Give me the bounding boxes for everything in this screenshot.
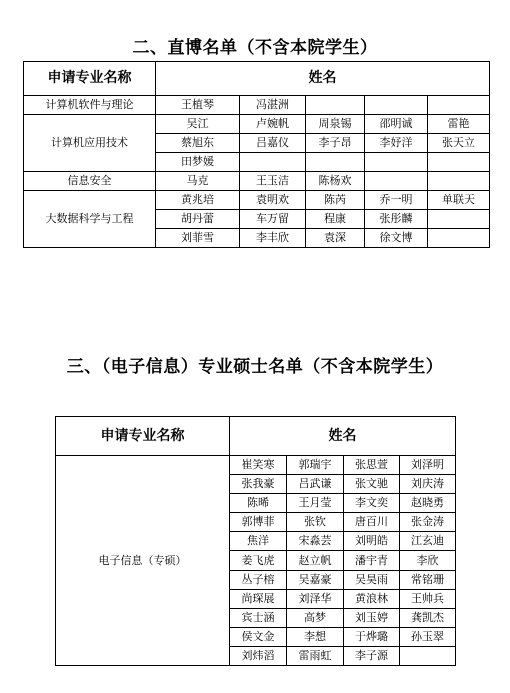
name-cell bbox=[365, 172, 428, 191]
name-cell: 袁深 bbox=[306, 229, 365, 248]
name-cell: 江玄迪 bbox=[400, 532, 456, 551]
major-column-header: 申请专业名称 bbox=[56, 417, 230, 456]
name-cell: 孙玉翠 bbox=[400, 627, 456, 646]
name-cell: 陈芮 bbox=[306, 191, 365, 210]
name-cell: 王月莹 bbox=[287, 494, 344, 513]
major-cell: 计算机软件与理论 bbox=[24, 96, 156, 115]
name-cell: 李文奕 bbox=[344, 494, 400, 513]
name-cell bbox=[365, 153, 428, 172]
name-cell: 马克 bbox=[156, 172, 240, 191]
name-cell: 袁明欢 bbox=[240, 191, 306, 210]
name-cell: 唐百川 bbox=[344, 513, 400, 532]
name-cell: 张我豪 bbox=[230, 475, 287, 494]
name-cell: 陈杨欢 bbox=[306, 172, 365, 191]
name-cell: 王帅兵 bbox=[400, 589, 456, 608]
name-cell: 王玉洁 bbox=[240, 172, 306, 191]
name-cell bbox=[428, 153, 490, 172]
name-cell: 李子源 bbox=[344, 646, 400, 665]
name-cell bbox=[428, 229, 490, 248]
name-cell: 程康 bbox=[306, 210, 365, 229]
name-cell bbox=[428, 172, 490, 191]
name-cell: 常铭珊 bbox=[400, 570, 456, 589]
name-cell: 田梦媛 bbox=[156, 153, 240, 172]
name-cell: 蔡旭东 bbox=[156, 134, 240, 153]
name-cell: 卢婉帆 bbox=[240, 115, 306, 134]
table-row bbox=[24, 96, 490, 115]
name-cell: 单联天 bbox=[428, 191, 490, 210]
name-cell: 张金涛 bbox=[400, 513, 456, 532]
name-cell: 李妤洋 bbox=[365, 134, 428, 153]
name-cell: 龚凯杰 bbox=[400, 608, 456, 627]
name-cell bbox=[400, 646, 456, 665]
table-row bbox=[24, 115, 490, 134]
name-cell bbox=[306, 96, 365, 115]
section1-heading: 二、直博名单（不含本院学生） bbox=[132, 38, 378, 58]
major-cell: 电子信息（专硕） bbox=[56, 456, 230, 666]
names-column-header: 姓名 bbox=[156, 62, 490, 96]
name-cell: 吴嘉豪 bbox=[287, 570, 344, 589]
name-cell: 刘明皓 bbox=[344, 532, 400, 551]
name-cell: 焦洋 bbox=[230, 532, 287, 551]
direct-phd-table bbox=[23, 61, 490, 248]
name-cell: 郭瑞宇 bbox=[287, 456, 344, 475]
name-cell: 李想 bbox=[287, 627, 344, 646]
name-cell: 赵立帆 bbox=[287, 551, 344, 570]
name-cell: 丛子榕 bbox=[230, 570, 287, 589]
name-cell: 吕武谦 bbox=[287, 475, 344, 494]
name-cell: 吕嘉仪 bbox=[240, 134, 306, 153]
table-header-row bbox=[24, 62, 490, 96]
name-cell: 于烨璐 bbox=[344, 627, 400, 646]
name-cell: 李子昂 bbox=[306, 134, 365, 153]
name-cell bbox=[240, 153, 306, 172]
name-cell: 崔笑寒 bbox=[230, 456, 287, 475]
name-cell: 车万留 bbox=[240, 210, 306, 229]
master-electronic-info-table bbox=[55, 416, 456, 666]
name-cell: 周泉锡 bbox=[306, 115, 365, 134]
name-cell: 尚琛展 bbox=[230, 589, 287, 608]
name-cell: 高梦 bbox=[287, 608, 344, 627]
name-cell: 黄浪林 bbox=[344, 589, 400, 608]
section2-heading: 三、（电子信息）专业硕士名单（不含本院学生） bbox=[66, 357, 444, 377]
table-header-row bbox=[56, 417, 456, 456]
name-cell: 姜飞虎 bbox=[230, 551, 287, 570]
name-cell: 吴江 bbox=[156, 115, 240, 134]
name-cell bbox=[428, 96, 490, 115]
name-cell: 黄兆培 bbox=[156, 191, 240, 210]
names-column-header: 姓名 bbox=[230, 417, 456, 456]
major-cell: 信息安全 bbox=[24, 172, 156, 191]
name-cell: 冯湛洲 bbox=[240, 96, 306, 115]
name-cell: 胡丹蕾 bbox=[156, 210, 240, 229]
name-cell: 陈晞 bbox=[230, 494, 287, 513]
name-cell: 邵明诚 bbox=[365, 115, 428, 134]
major-cell: 大数据科学与工程 bbox=[24, 191, 156, 248]
name-cell: 郭博菲 bbox=[230, 513, 287, 532]
name-cell: 雷雨虹 bbox=[287, 646, 344, 665]
name-cell bbox=[365, 96, 428, 115]
name-cell: 刘炜滔 bbox=[230, 646, 287, 665]
name-cell: 宾士涵 bbox=[230, 608, 287, 627]
name-cell: 李丰欣 bbox=[240, 229, 306, 248]
name-cell bbox=[306, 153, 365, 172]
table-row bbox=[24, 172, 490, 191]
name-cell bbox=[428, 210, 490, 229]
name-cell: 刘泽华 bbox=[287, 589, 344, 608]
name-cell: 雷艳 bbox=[428, 115, 490, 134]
name-cell: 李欣 bbox=[400, 551, 456, 570]
name-cell: 徐文博 bbox=[365, 229, 428, 248]
table-row bbox=[56, 456, 456, 475]
major-column-header: 申请专业名称 bbox=[24, 62, 156, 96]
name-cell: 刘菲雪 bbox=[156, 229, 240, 248]
name-cell: 宋淼芸 bbox=[287, 532, 344, 551]
name-cell: 王植琴 bbox=[156, 96, 240, 115]
name-cell: 张彤麟 bbox=[365, 210, 428, 229]
name-cell: 张文驰 bbox=[344, 475, 400, 494]
name-cell: 刘泽明 bbox=[400, 456, 456, 475]
name-cell: 吴昊雨 bbox=[344, 570, 400, 589]
name-cell: 张钦 bbox=[287, 513, 344, 532]
name-cell: 侯文金 bbox=[230, 627, 287, 646]
name-cell: 刘庆涛 bbox=[400, 475, 456, 494]
name-cell: 赵晓勇 bbox=[400, 494, 456, 513]
major-cell: 计算机应用技术 bbox=[24, 115, 156, 172]
table-row bbox=[24, 191, 490, 210]
name-cell: 刘玉婷 bbox=[344, 608, 400, 627]
name-cell: 张思萱 bbox=[344, 456, 400, 475]
name-cell: 张天立 bbox=[428, 134, 490, 153]
name-cell: 乔一明 bbox=[365, 191, 428, 210]
name-cell: 潘宇青 bbox=[344, 551, 400, 570]
